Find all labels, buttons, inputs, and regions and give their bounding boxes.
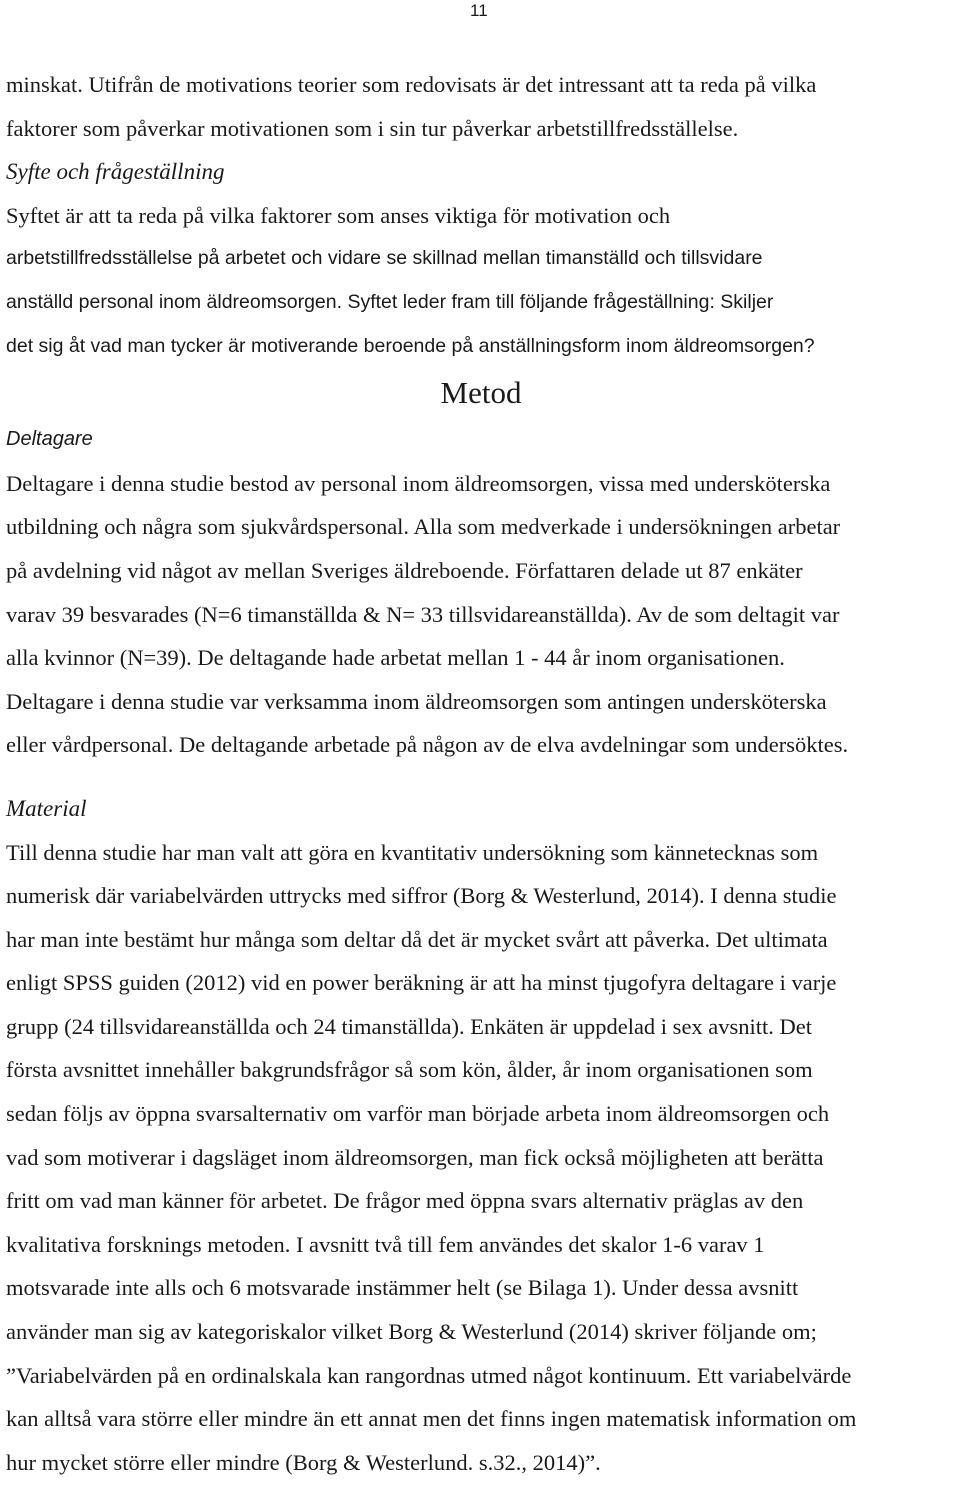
text-line: har man inte bestämt hur många som deltar då det är mycket svårt att påverka. Det ultimata bbox=[6, 926, 828, 952]
text-line: Deltagare i denna studie bestod av personal inom äldreomsorgen, vissa med undersköterska bbox=[6, 470, 831, 496]
text-line: arbetstillfredsställelse på arbetet och vidare se skillnad mellan timanställd och tillsvidare bbox=[6, 247, 763, 270]
text-line: anställd personal inom äldreomsorgen. Syftet leder fram till följande frågeställning: Skiljer bbox=[6, 290, 774, 313]
text-line: minskat. Utifrån de motivations teorier som redovisats är det intressant att ta reda på vilka bbox=[6, 72, 817, 97]
text-line: enligt SPSS guiden (2012) vid en power beräkning är att ha minst tjugofyra deltagare i varje bbox=[6, 970, 837, 996]
text-line: använder man sig av kategoriskalor vilket Borg & Westerlund (2014) skriver följande om; bbox=[6, 1319, 817, 1345]
text-line: ”Variabelvärden på en ordinalskala kan rangordnas utmed något kontinuum. Ett variabelvärde bbox=[6, 1362, 852, 1388]
deltagare-heading: Deltagare bbox=[6, 428, 93, 451]
section-gap bbox=[6, 767, 956, 787]
text-line: hur mycket större eller mindre (Borg & Westerlund. s.32., 2014)”. bbox=[6, 1449, 601, 1475]
syfte-heading: Syfte och frågeställning bbox=[6, 159, 225, 185]
text-line: grupp (24 tillsvidareanställda och 24 timanställda). Enkäten är uppdelad i sex avsnitt. Det bbox=[6, 1013, 813, 1039]
text-line: faktorer som påverkar motivationen som i sin tur påverkar arbetstillfredsställelse. bbox=[6, 115, 739, 141]
text-line: vad som motiverar i dagsläget inom äldreomsorgen, man fick också möjligheten att berätta bbox=[6, 1144, 824, 1170]
material-section bbox=[6, 787, 956, 1485]
text-line: utbildning och några som sjukvårdspersonal. Alla som medverkade i undersökningen arbetar bbox=[6, 514, 841, 540]
text-line: sedan följs av öppna svarsalternativ om varför man började arbeta inom äldreomsorgen och bbox=[6, 1101, 830, 1127]
material-heading: Material bbox=[6, 795, 87, 821]
document-body bbox=[6, 63, 956, 1484]
text-line: första avsnittet innehåller bakgrundsfrågor så som kön, ålder, år inom organisationen som bbox=[6, 1057, 813, 1083]
text-line: alla kvinnor (N=39). De deltagande hade arbetat mellan 1 - 44 år inom organisationen. bbox=[6, 645, 785, 671]
text-line: varav 39 besvarades (N=6 timanställda & N= 33 tillsvidareanställda). Av de som deltagit var bbox=[6, 601, 840, 627]
text-line: eller vårdpersonal. De deltagande arbetade på någon av de elva avdelningar som undersöktes. bbox=[6, 732, 849, 758]
syfte-section bbox=[6, 150, 956, 368]
page-number: 11 bbox=[470, 1, 488, 20]
text-line: numerisk där variabelvärden uttrycks med siffror (Borg & Westerlund, 2014). I denna studie bbox=[6, 883, 837, 909]
intro-paragraph bbox=[6, 63, 956, 150]
text-line: Till denna studie har man valt att göra en kvantitativ undersökning som kännetecknas som bbox=[6, 839, 819, 865]
text-line: fritt om vad man känner för arbetet. De frågor med öppna svars alternativ präglas av den bbox=[6, 1188, 804, 1214]
text-line: motsvarade inte alls och 6 motsvarade instämmer helt (se Bilaga 1). Under dessa avsnitt bbox=[6, 1275, 799, 1301]
text-line: kan alltså vara större eller mindre än ett annat men det finns ingen matematisk information om bbox=[6, 1406, 857, 1432]
text-line: Deltagare i denna studie var verksamma inom äldreomsorgen som antingen undersköterska bbox=[6, 688, 827, 714]
text-line: på avdelning vid något av mellan Sveriges äldreboende. Författaren delade ut 87 enkäter bbox=[6, 557, 803, 583]
deltagare-section bbox=[6, 418, 956, 767]
metod-heading: Metod bbox=[440, 375, 522, 411]
text-line: det sig åt vad man tycker är motiverande beroende på anställningsform inom äldreomsorgen? bbox=[6, 334, 815, 357]
text-line: kvalitativa forsknings metoden. I avsnitt två till fem användes det skalor 1-6 varav 1 bbox=[6, 1231, 765, 1257]
text-line: Syftet är att ta reda på vilka faktorer som anses viktiga för motivation och bbox=[6, 202, 671, 228]
